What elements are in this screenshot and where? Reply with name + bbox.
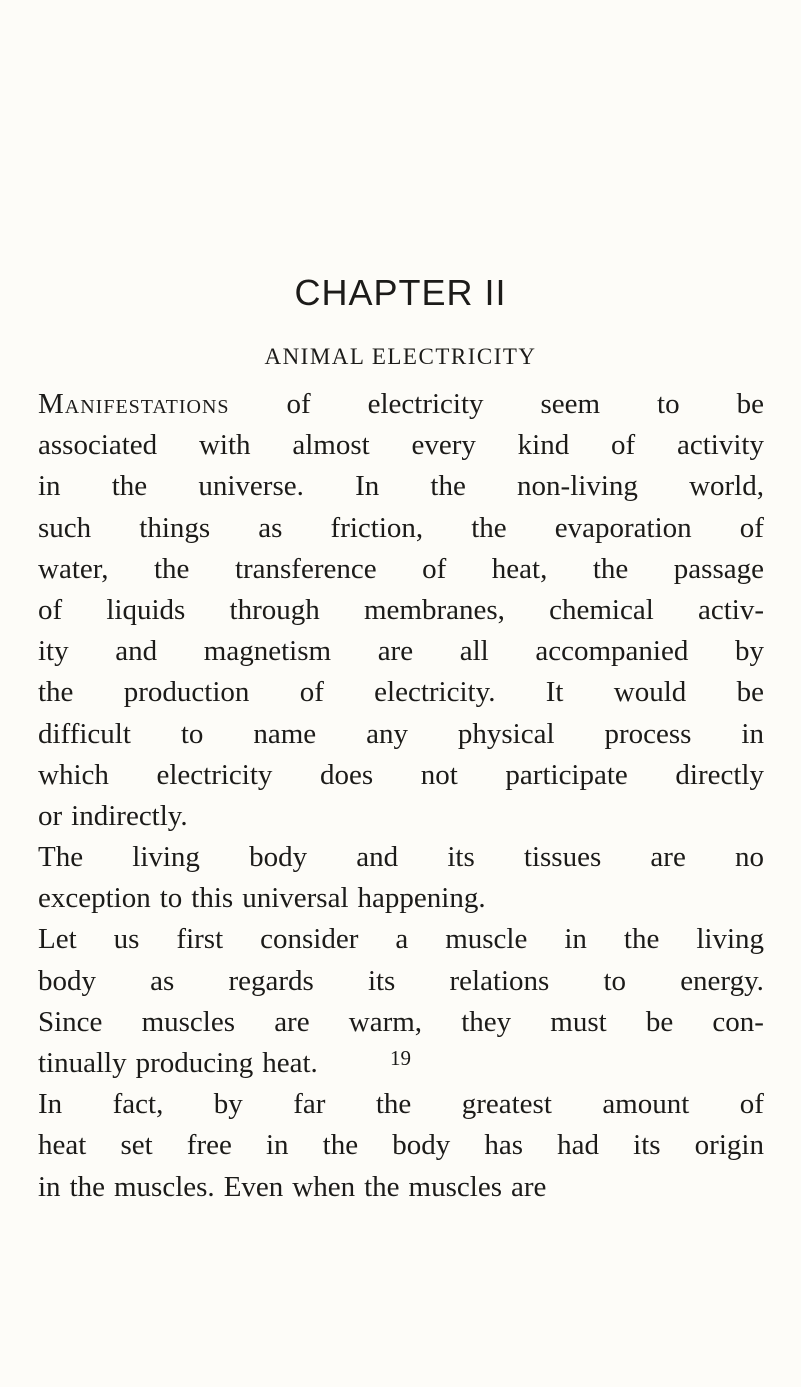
text-line	[38, 919, 764, 960]
text-line	[38, 837, 764, 878]
word: heat	[38, 1129, 87, 1162]
word: in	[564, 923, 587, 956]
word: Let	[38, 923, 77, 956]
word: body	[392, 1129, 451, 1162]
word: to	[657, 388, 680, 420]
paragraph	[38, 384, 764, 837]
word: evaporation	[554, 511, 692, 544]
word: electricity	[156, 758, 273, 791]
text-line	[38, 1084, 764, 1125]
word: in	[265, 1129, 289, 1162]
word: water,	[38, 552, 109, 585]
chapter-heading: CHAPTER II	[294, 272, 507, 313]
word: Since	[38, 1005, 103, 1038]
word: by	[735, 635, 764, 668]
word: origin	[694, 1129, 764, 1162]
text-line	[38, 878, 764, 919]
text-line	[38, 672, 764, 713]
word: in	[38, 470, 61, 503]
word: of	[38, 593, 63, 626]
word: physical	[457, 717, 555, 750]
word: tissues	[523, 841, 602, 874]
word: accompanied	[535, 635, 689, 668]
word: any	[366, 717, 408, 750]
word: activity	[677, 429, 764, 462]
word: In	[355, 470, 380, 503]
word: It	[545, 676, 564, 709]
word: a	[395, 923, 409, 956]
word: consider	[260, 923, 359, 956]
word: the	[623, 923, 660, 956]
word: con-	[712, 1005, 764, 1038]
word: the	[375, 1088, 412, 1121]
word: chemical	[549, 593, 654, 626]
word: greatest	[461, 1088, 552, 1121]
word: almost	[292, 429, 370, 462]
word: liquids	[106, 593, 186, 626]
word: which	[38, 758, 109, 791]
word: body	[249, 841, 308, 874]
word: must	[550, 1005, 607, 1038]
word: Even	[223, 1170, 284, 1203]
word: muscles	[141, 1005, 236, 1038]
text-line	[38, 714, 764, 755]
body-text	[38, 384, 764, 1208]
word: and	[115, 635, 158, 668]
text-line	[38, 590, 764, 631]
text-line	[38, 1125, 764, 1166]
word: has	[484, 1129, 524, 1162]
word: happening.	[357, 882, 486, 915]
word: by	[213, 1088, 243, 1121]
word: to	[180, 717, 204, 750]
word: The	[38, 841, 84, 874]
text-line	[38, 631, 764, 672]
word: the	[430, 470, 466, 503]
word: be	[645, 1005, 674, 1038]
word: activ-	[697, 593, 764, 626]
word: heat,	[491, 552, 548, 585]
word: universe.	[198, 470, 304, 503]
page-number: 19	[390, 1046, 411, 1070]
word: the	[111, 470, 148, 503]
word: producing	[135, 1047, 254, 1079]
word: first	[176, 923, 224, 956]
word: Manifestations	[38, 388, 230, 420]
word: seem	[540, 388, 601, 420]
word: warm,	[348, 1005, 423, 1038]
word: its	[447, 841, 475, 874]
word: regards	[228, 964, 314, 997]
word: set	[120, 1129, 153, 1162]
word: living	[696, 923, 764, 956]
word: the	[364, 1170, 400, 1203]
word: relations	[449, 964, 550, 997]
word: transference	[234, 552, 377, 585]
word: of	[286, 388, 311, 420]
word: passage	[673, 552, 764, 585]
word: universal	[242, 882, 349, 915]
word: energy.	[680, 964, 764, 997]
word: production	[123, 676, 250, 709]
word: of	[299, 676, 324, 709]
word: name	[253, 717, 317, 750]
word: the	[69, 1170, 105, 1203]
text-line	[38, 755, 764, 796]
word: when	[292, 1170, 356, 1203]
word: in	[741, 717, 764, 750]
word: does	[320, 758, 374, 791]
word: fact,	[112, 1088, 164, 1121]
word: had	[557, 1129, 600, 1162]
word: as	[150, 964, 175, 997]
word: are	[650, 841, 686, 874]
word: magnetism	[203, 635, 332, 668]
text-line	[38, 425, 764, 466]
word: to	[603, 964, 627, 997]
word: as	[258, 511, 283, 544]
word: In	[38, 1088, 63, 1121]
word: heat.	[262, 1047, 318, 1079]
word: process	[604, 717, 692, 750]
word: electricity.	[374, 676, 496, 709]
word: friction,	[330, 511, 424, 544]
text-line	[38, 1167, 764, 1208]
word: muscles	[408, 1170, 502, 1203]
word: or	[38, 799, 63, 832]
word: the	[38, 676, 74, 709]
word: its	[633, 1129, 661, 1162]
word: world,	[689, 470, 764, 503]
word: tinually	[38, 1047, 127, 1079]
word: kind	[517, 429, 570, 462]
word: of	[422, 552, 447, 585]
text-line	[38, 466, 764, 507]
word: are	[377, 635, 414, 668]
word: and	[356, 841, 399, 874]
word: difficult	[38, 717, 131, 750]
word: its	[367, 964, 396, 997]
word: with	[198, 429, 251, 462]
word: electricity	[367, 388, 484, 420]
word: be	[736, 388, 764, 420]
text-line	[38, 508, 764, 549]
text-line	[38, 961, 764, 1002]
word: the	[154, 552, 190, 585]
word: directly	[675, 758, 764, 791]
word: amount	[602, 1088, 690, 1121]
word: to	[159, 882, 183, 915]
text-line	[38, 796, 764, 837]
word: exception	[38, 882, 151, 915]
word: associated	[38, 429, 158, 462]
chapter-title: ANIMAL ELECTRICITY	[264, 344, 537, 369]
text-line	[38, 1002, 764, 1043]
text-line	[38, 549, 764, 590]
word: of	[611, 429, 636, 462]
word: are	[510, 1170, 547, 1203]
word: no	[735, 841, 764, 874]
word: things	[139, 511, 211, 544]
word: of	[739, 511, 764, 544]
word: indirectly.	[71, 799, 188, 832]
text-line	[38, 384, 764, 425]
word: this	[191, 882, 234, 915]
word: living	[132, 841, 200, 874]
word: such	[38, 511, 92, 544]
word: muscle	[445, 923, 528, 956]
word: muscles.	[114, 1170, 215, 1203]
word: would	[613, 676, 687, 709]
word: the	[592, 552, 629, 585]
word: they	[461, 1005, 512, 1038]
word: ity	[38, 635, 69, 668]
word: be	[736, 676, 764, 709]
word: not	[420, 758, 458, 791]
word: of	[739, 1088, 764, 1121]
word: through	[229, 593, 320, 626]
word: body	[38, 964, 96, 997]
paragraph	[38, 837, 764, 919]
word: the	[471, 511, 507, 544]
word: all	[459, 635, 489, 668]
word: us	[113, 923, 140, 956]
word: are	[274, 1005, 310, 1038]
word: membranes,	[363, 593, 505, 626]
word: free	[186, 1129, 232, 1162]
word: participate	[505, 758, 628, 791]
word: every	[411, 429, 476, 462]
word: non-living	[517, 470, 638, 503]
word: the	[322, 1129, 359, 1162]
paragraph	[38, 1084, 764, 1208]
word: far	[293, 1088, 326, 1121]
word: in	[38, 1170, 61, 1203]
